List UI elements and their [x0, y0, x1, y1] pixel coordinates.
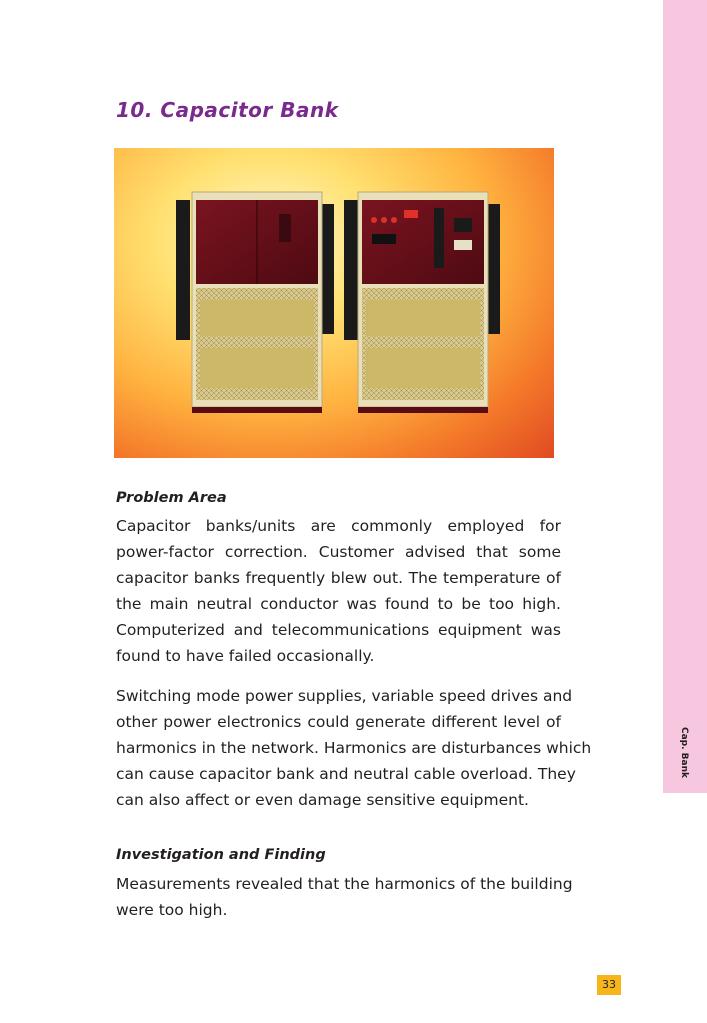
text-line: can also affect or even damage sensitive equipment.	[116, 791, 529, 809]
capacitor-bank-photo	[114, 148, 554, 458]
investigation-paragraph	[116, 871, 573, 923]
text-line: other power electronics could generate different level of	[116, 713, 561, 731]
text-line: can cause capacitor bank and neutral cable overload. They	[116, 765, 576, 783]
side-tab-label: Cap. Bank	[679, 727, 689, 778]
page-title: 10. Capacitor Bank	[116, 98, 339, 122]
text-line: were too high.	[116, 901, 228, 919]
text-line: the main neutral conductor was found to be too high.	[116, 595, 561, 613]
page-number: 33	[597, 975, 621, 995]
text-line: Switching mode power supplies, variable speed drives and	[116, 687, 573, 705]
text-line: found to have failed occasionally.	[116, 647, 375, 665]
problem-paragraph-2	[116, 683, 592, 813]
text-line: power-factor correction. Customer advised that some	[116, 543, 561, 561]
problem-heading: Problem Area	[116, 490, 227, 506]
text-line: Measurements revealed that the harmonics of the building	[116, 875, 573, 893]
text-line: capacitor banks frequently blew out. The temperature of	[116, 569, 561, 587]
text-line: Capacitor banks/units are commonly employed for	[116, 517, 561, 535]
side-tab	[663, 0, 707, 793]
investigation-heading: Investigation and Finding	[116, 847, 326, 863]
capacitor-bank-illustration	[114, 148, 554, 458]
text-line: harmonics in the network. Harmonics are disturbances which	[116, 739, 592, 757]
text-line: Computerized and telecommunications equipment was	[116, 621, 561, 639]
problem-paragraph-1	[116, 513, 561, 669]
